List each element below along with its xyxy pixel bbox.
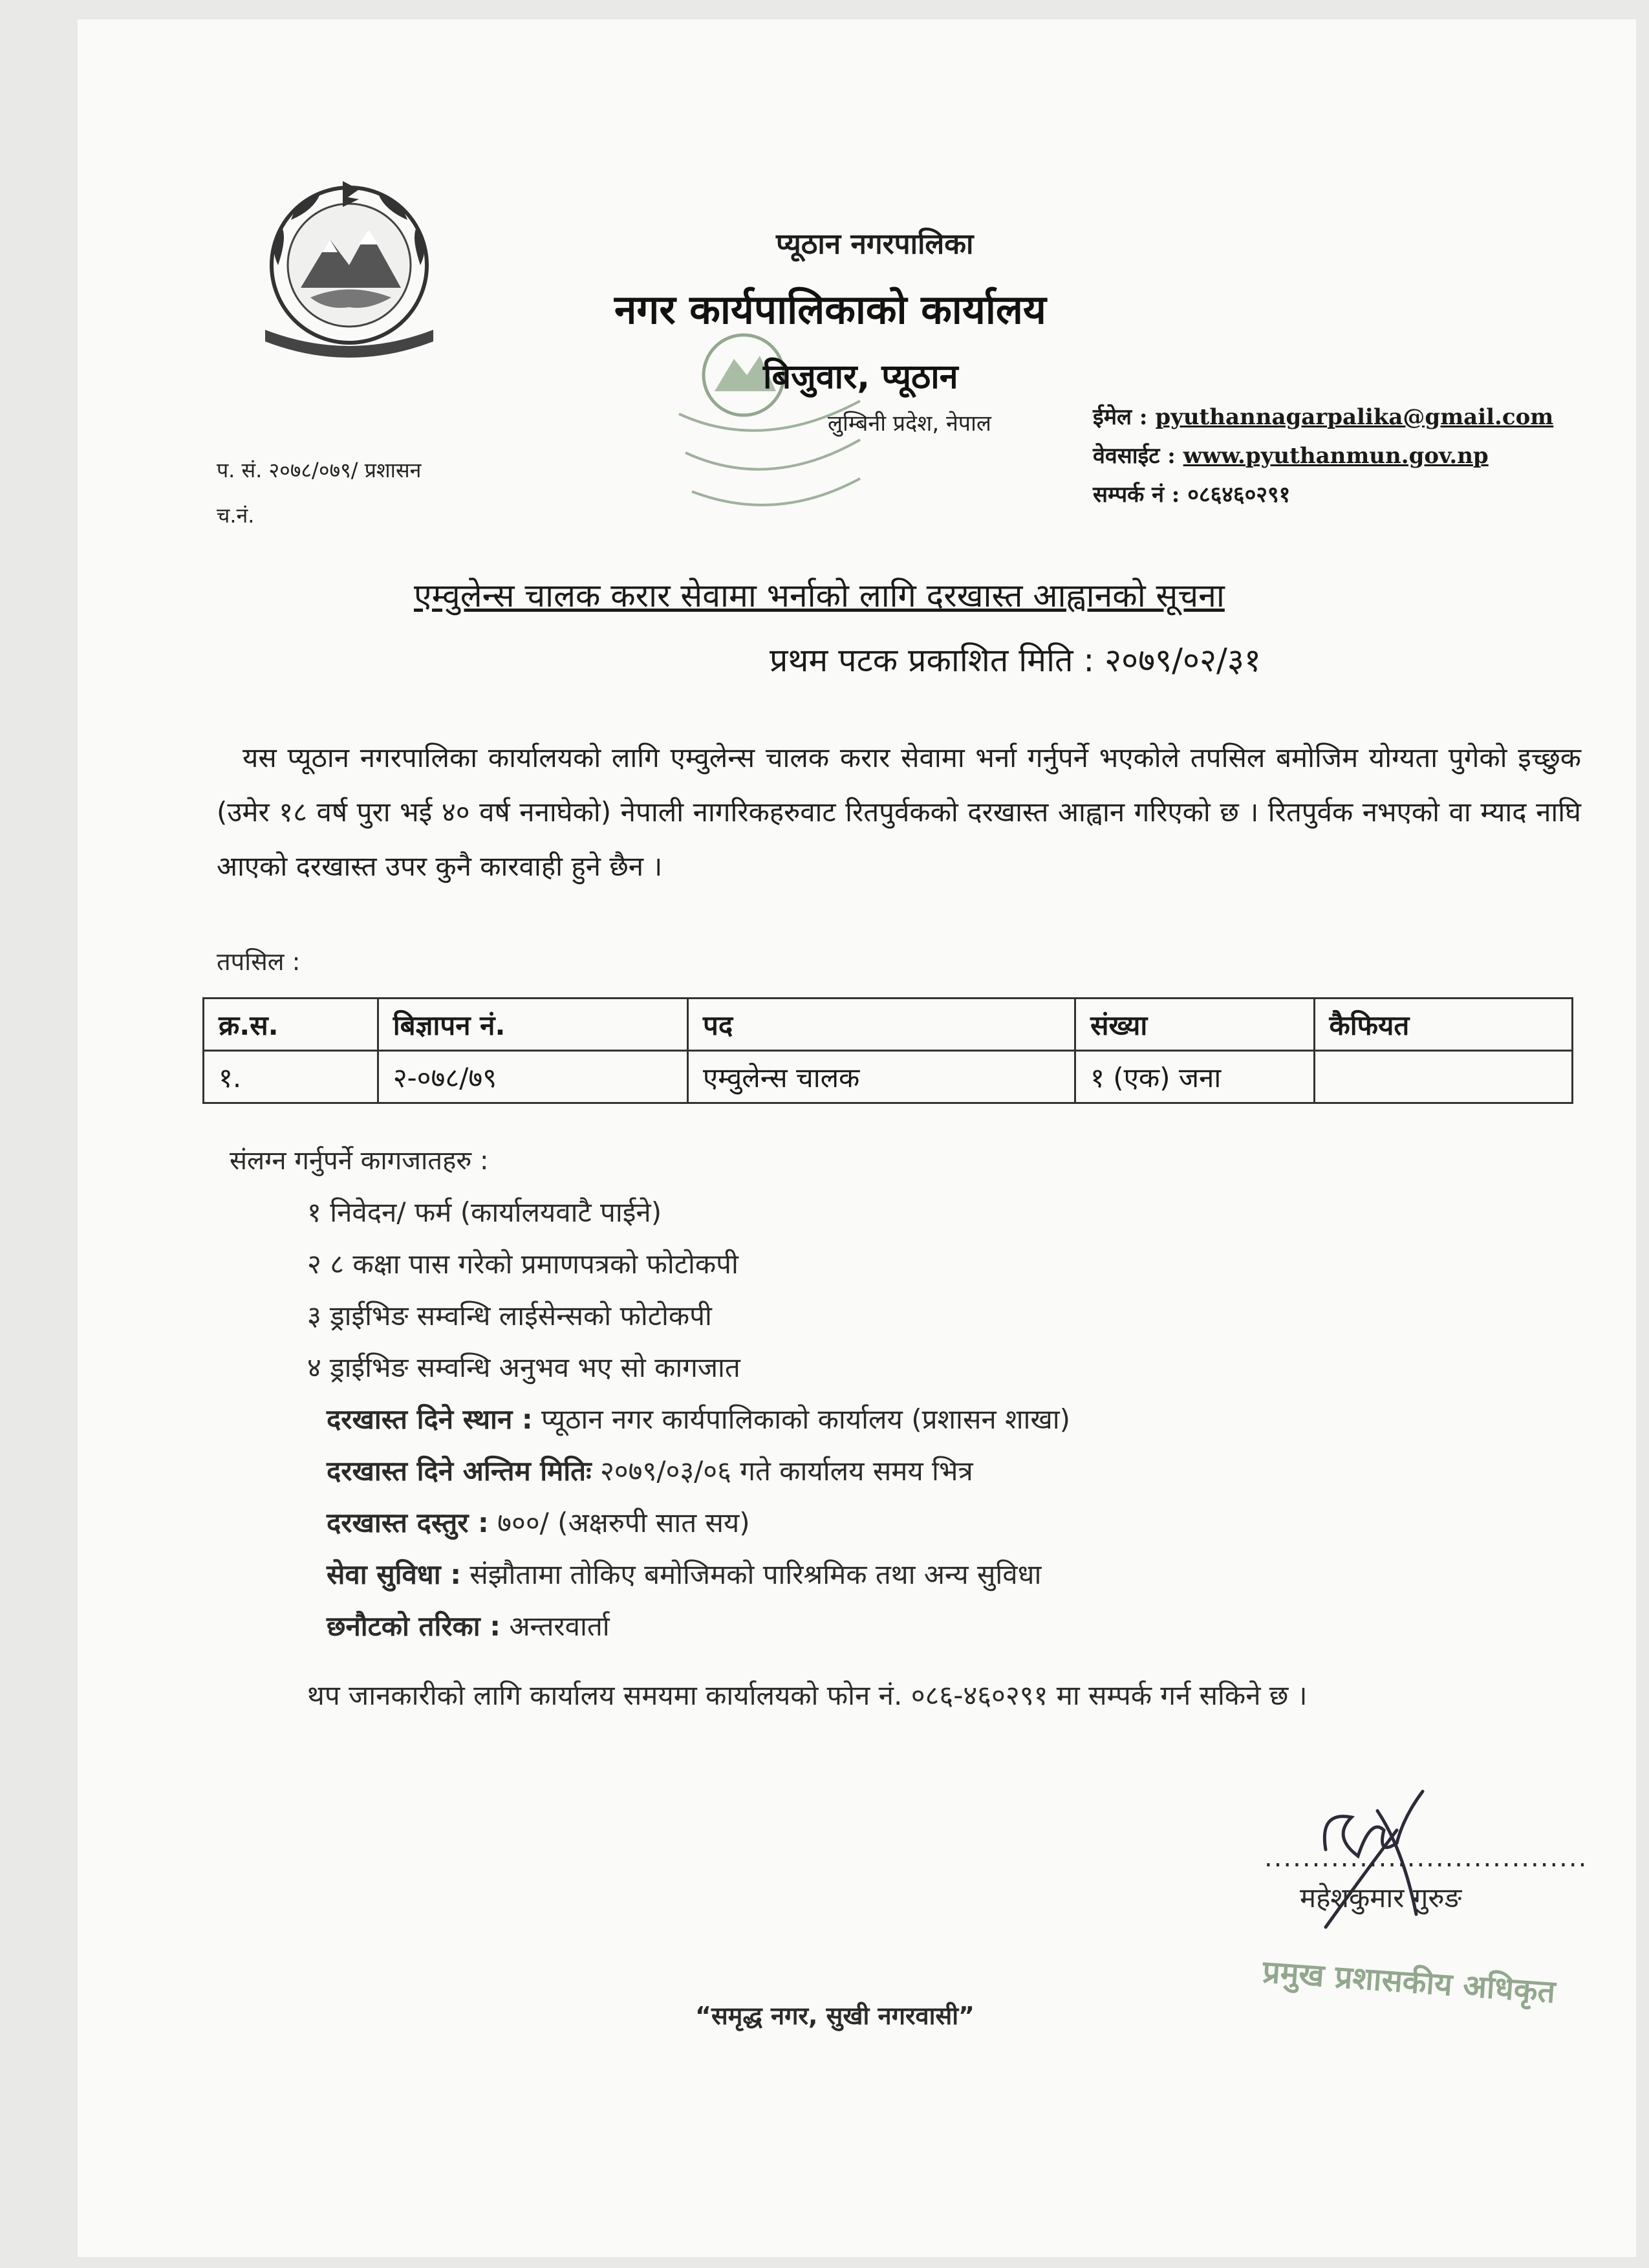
attachment-item: ४ ड्राईभिङ सम्वन्धि अनुभव भए सो कागजात — [307, 1352, 740, 1383]
website-line — [1093, 440, 1489, 470]
table-cell: १. — [204, 1051, 378, 1103]
phone-label: सम्पर्क नं : — [1093, 482, 1180, 508]
table-cell: १ (एक) जना — [1075, 1051, 1314, 1103]
table-cell: २-०७८/७९ — [378, 1051, 687, 1103]
detail-label: दरखास्त दिने स्थान : — [327, 1403, 533, 1435]
province-name: लुम्बिनी प्रदेश, नेपाल — [828, 411, 991, 437]
office-name: नगर कार्यपालिकाको कार्यालय — [614, 286, 1046, 333]
closing-paragraph: थप जानकारीको लागि कार्यालय समयमा कार्यालयको फोन नं. ०८६-४६०२९१ मा सम्पर्क गर्न सकिने छ । — [307, 1679, 1308, 1711]
table-row — [204, 1051, 1573, 1103]
nepal-emblem-icon — [239, 168, 459, 369]
detail-value: अन्तरवार्ता — [509, 1610, 610, 1642]
table-header-cell: बिज्ञापन नं. — [378, 999, 687, 1051]
email-line — [1093, 401, 1553, 431]
signature-line: .................................. — [1264, 1843, 1588, 1873]
detail-line — [327, 1400, 1070, 1437]
table-header-cell: क्र.स. — [204, 999, 378, 1051]
website-link[interactable]: www.pyuthanmun.gov.np — [1183, 443, 1489, 469]
dispatch-number: च.नं. — [217, 503, 255, 528]
detail-label: सेवा सुविधा : — [327, 1559, 461, 1590]
notice-body-text: यस प्यूठान नगरपालिका कार्यालयको लागि एम्वुलेन्स चालक करार सेवामा भर्ना गर्नुपर्ने भएकोले तपसिल बमोजिम योग्यता पुगेको इच्छुक (उमेर १८ वर्ष पुरा भई ४० वर्ष ननाघेको) नेपाली नागरिकहरुवाट रितपुर्वकको दरखास्त आह्वान गरिएको छ । रितपुर्वक नभएको वा म्याद नाघि आएको दरखास्त उपर कुनै कारवाही हुने छैन । — [217, 742, 1581, 882]
detail-value: प्यूठान नगर कार्यपालिकाको कार्यालय (प्रशासन शाखा) — [541, 1403, 1071, 1435]
notice-subject: एम्वुलेन्स चालक करार सेवामा भर्नाको लागि दरखास्त आह्वानको सूचना — [414, 577, 1225, 614]
detail-value: संझौतामा तोकिए बमोजिमको पारिश्रमिक तथा अन्य सुविधा — [469, 1559, 1042, 1590]
detail-value: ७००/ (अक्षरुपी सात सय) — [497, 1507, 750, 1539]
table-header-cell: संख्या — [1075, 999, 1314, 1051]
attachment-item: २ ८ कक्षा पास गरेको प्रमाणपत्रको फोटोकपी — [307, 1248, 738, 1280]
detail-line — [327, 1607, 610, 1644]
municipality-name: प्यूठान नगरपालिका — [776, 228, 974, 261]
attachment-item: ३ ड्राईभिङ सम्वन्धि लाईसेन्सको फोटोकपी — [307, 1300, 712, 1332]
notice-body — [217, 731, 1581, 894]
detail-label: छनौटको तरिका : — [327, 1610, 501, 1642]
table-header-cell: पद — [688, 999, 1075, 1051]
table-header-cell: कैफियत — [1314, 999, 1572, 1051]
table-cell: एम्वुलेन्स चालक — [688, 1051, 1075, 1103]
detail-line — [327, 1504, 750, 1540]
table-header-row — [204, 999, 1573, 1051]
attachment-item: १ निवेदन/ फर्म (कार्यालयवाटै पाईने) — [307, 1196, 662, 1228]
website-label: वेवसाईट : — [1093, 443, 1176, 469]
vacancy-table — [202, 997, 1573, 1104]
email-label: ईमेल : — [1093, 404, 1148, 430]
phone-number: ०८६४६०२९१ — [1187, 482, 1291, 508]
municipality-motto: “समृद्ध नगर, सुखी नगरवासी” — [695, 2002, 975, 2030]
detail-label: दरखास्त दिने अन्तिम मितिः — [327, 1455, 592, 1487]
signatory-name: महेशकुमार गुरुङ — [1300, 1882, 1462, 1914]
detail-label: दरखास्त दस्तुर : — [327, 1507, 489, 1539]
phone-line — [1093, 479, 1290, 508]
office-location: बिजुवार, प्यूठान — [763, 358, 958, 396]
details-label: तपसिल : — [217, 947, 301, 976]
table-cell — [1314, 1051, 1572, 1103]
publish-date: प्रथम पटक प्रकाशित मिति : २०७९/०२/३१ — [770, 642, 1261, 679]
letter-reference-number: प. सं. २०७८/०७९/ प्रशासन — [217, 458, 422, 482]
detail-line — [327, 1452, 973, 1489]
detail-line — [327, 1555, 1041, 1592]
detail-value: २०७९/०३/०६ गते कार्यालय समय भित्र — [599, 1455, 973, 1487]
email-link[interactable]: pyuthannagarpalika@gmail.com — [1155, 404, 1554, 430]
signatory-title-stamp: प्रमुख प्रशासकीय अधिकृत — [1261, 1953, 1557, 2011]
attachments-heading: संलग्न गर्नुपर्ने कागजातहरु : — [230, 1146, 489, 1176]
